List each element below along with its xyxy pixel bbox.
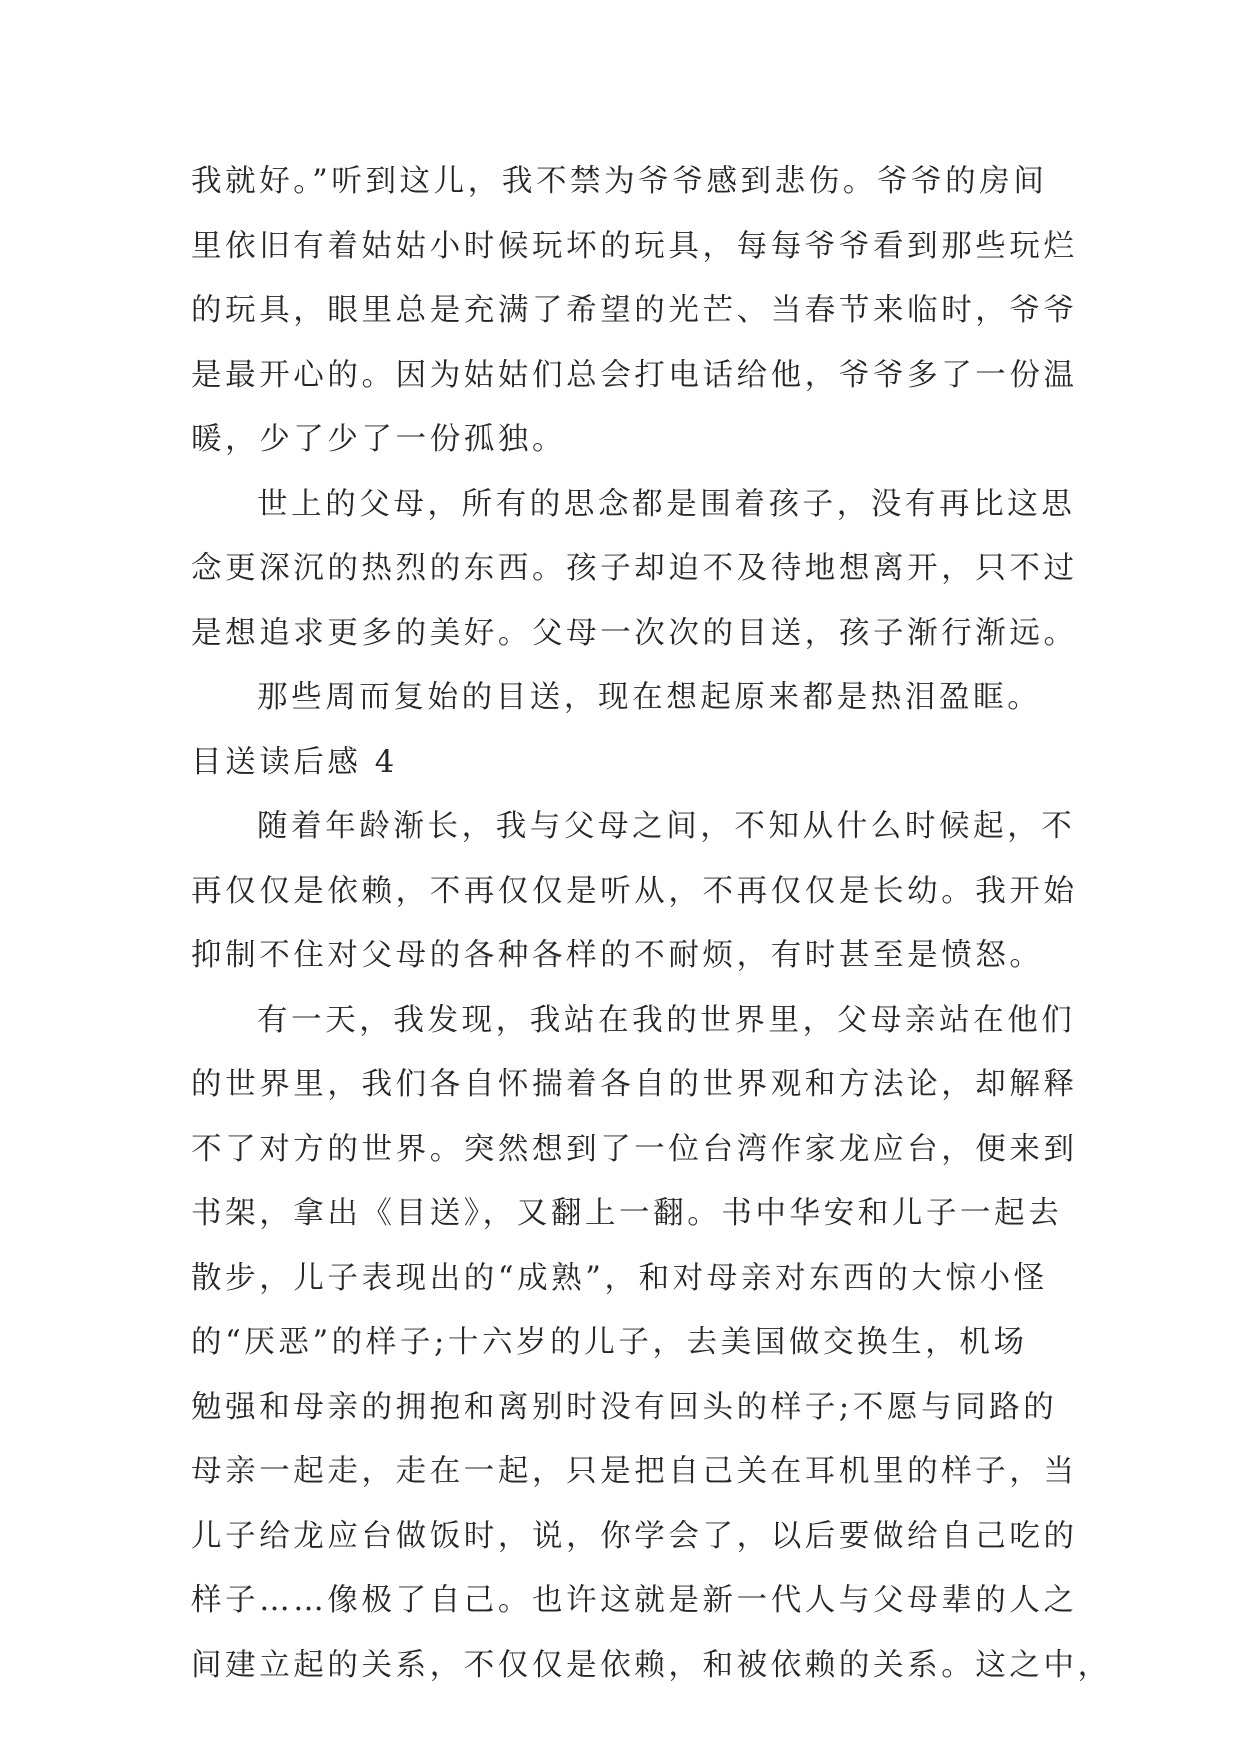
text-line: 书架，拿出《目送》，又翻上一翻。书中华安和儿子一起去 <box>191 1196 1063 1231</box>
paragraph-first-line: 那些周而复始的目送，现在想起原来都是热泪盈眶。 <box>257 680 1042 715</box>
text-line: 暖，少了少了一份孤独。 <box>191 422 567 457</box>
text-line: 的“厌恶”的样子;十六岁的儿子，去美国做交换生，机场 <box>191 1325 1028 1360</box>
text-line: 不了对方的世界。突然想到了一位台湾作家龙应台，便来到 <box>191 1131 1078 1167</box>
text-line: 儿子给龙应台做饭时，说，你学会了，以后要做给自己吃的 <box>191 1518 1078 1554</box>
text-line: 的玩具，眼里总是充满了希望的光芒、当春节来临时，爷爷 <box>191 293 1078 328</box>
paragraph-first-line: 有一天，我发现，我站在我的世界里，父母亲站在他们 <box>257 1002 1076 1038</box>
text-line: 样子……像极了自己。也许这就是新一代人与父母辈的人之 <box>191 1583 1078 1618</box>
text-line: 抑制不住对父母的各种各样的不耐烦，有时甚至是愤怒。 <box>191 938 1044 973</box>
text-line: 再仅仅是依赖，不再仅仅是听从，不再仅仅是长幼。我开始 <box>191 873 1078 909</box>
body-text <box>191 150 1112 1698</box>
text-line: 是想追求更多的美好。父母一次次的目送，孩子渐行渐远。 <box>191 615 1078 651</box>
text-line: 间建立起的关系，不仅仅是依赖，和被依赖的关系。这之中， <box>191 1647 1112 1683</box>
text-line: 勉强和母亲的拥抱和离别时没有回头的样子;不愿与同路的 <box>191 1389 1058 1425</box>
text-line: 散步，儿子表现出的“成熟”，和对母亲对东西的大惊小怪 <box>191 1260 1048 1296</box>
text-line: 是最开心的。因为姑姑们总会打电话给他，爷爷多了一份温 <box>191 357 1078 393</box>
section-heading: 目送读后感 4 <box>191 744 398 780</box>
text-line: 念更深沉的热烈的东西。孩子却迫不及待地想离开，只不过 <box>191 551 1078 586</box>
paragraph-first-line: 随着年龄渐长，我与父母之间，不知从什么时候起，不 <box>257 809 1076 844</box>
text-line: 的世界里，我们各自怀揣着各自的世界观和方法论，却解释 <box>191 1067 1078 1102</box>
text-line: 里依旧有着姑姑小时候玩坏的玩具，每每爷爷看到那些玩烂 <box>191 228 1078 264</box>
text-line: 母亲一起走，走在一起，只是把自己关在耳机里的样子，当 <box>191 1454 1078 1489</box>
paragraph-first-line: 世上的父母，所有的思念都是围着孩子，没有再比这思 <box>257 486 1076 522</box>
text-line: 我就好。”听到这儿，我不禁为爷爷感到悲伤。爷爷的房间 <box>191 164 1048 199</box>
